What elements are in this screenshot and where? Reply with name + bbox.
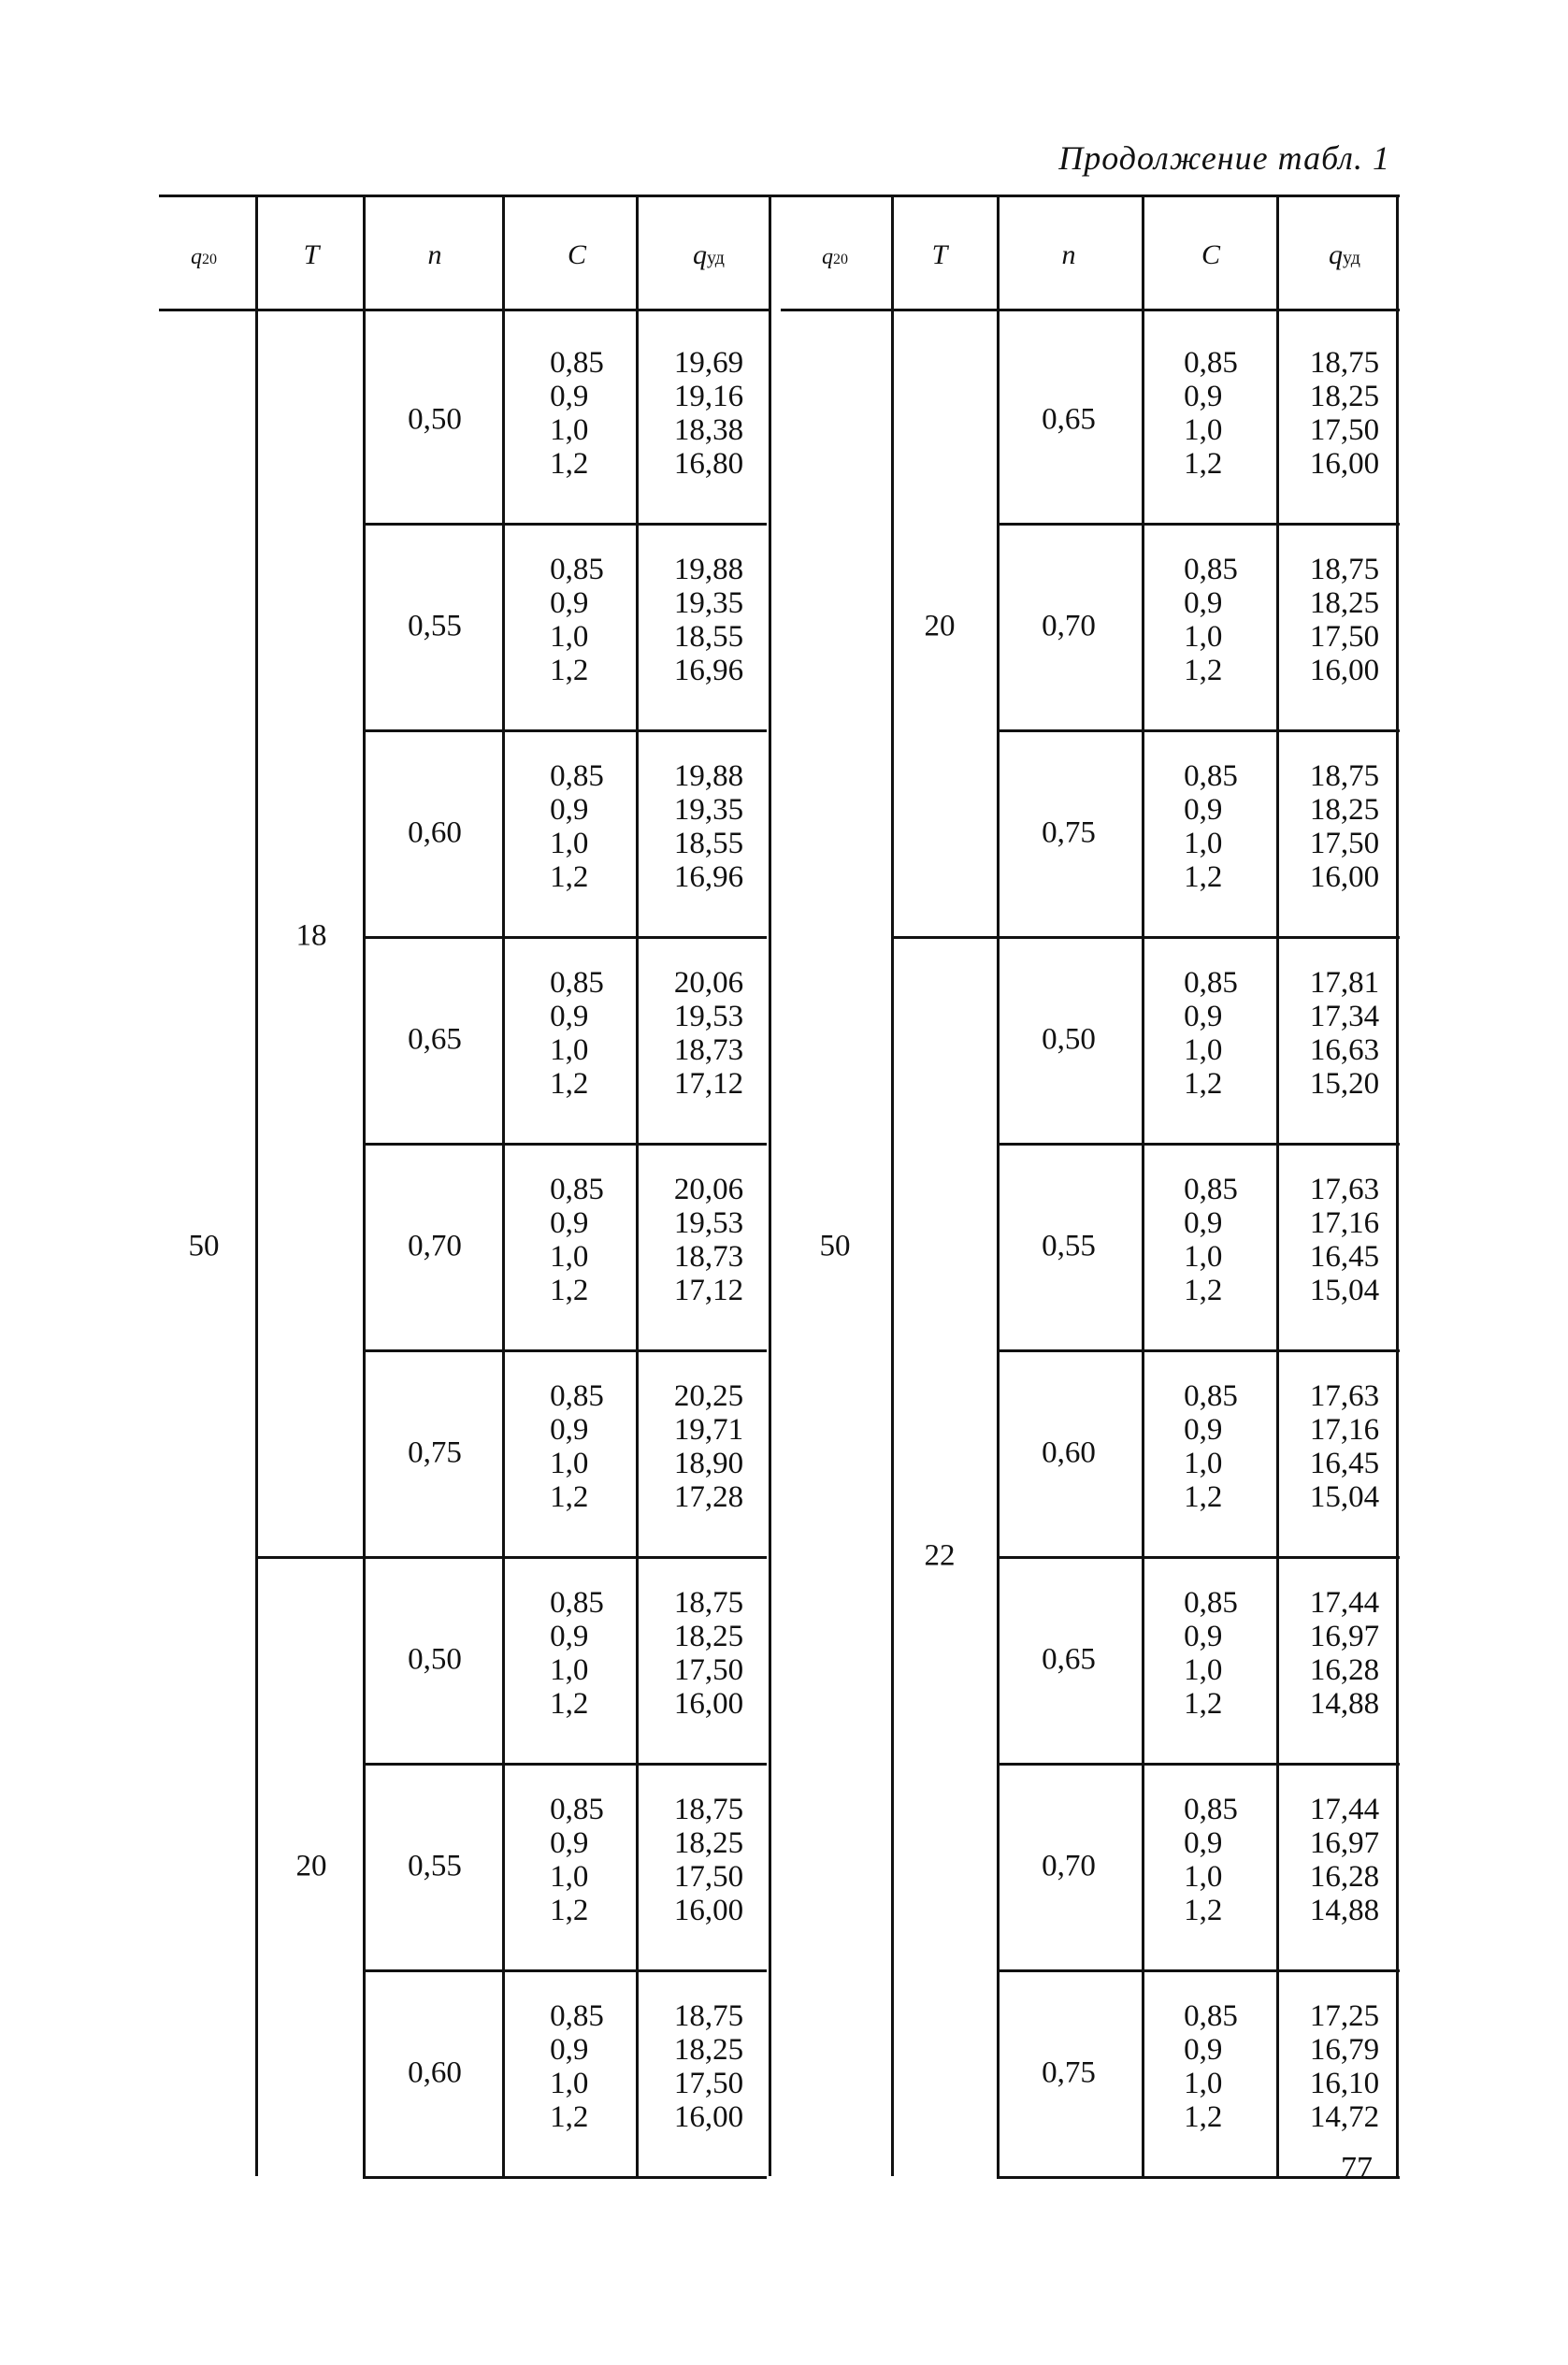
left-q-values-value: 18,73 xyxy=(673,1240,744,1274)
right-q-values xyxy=(1310,1793,1379,1927)
right-c-values-value: 0,9 xyxy=(1184,1413,1223,1447)
right-header-bottom-rule xyxy=(781,309,1400,311)
left-c-values-value: 1,0 xyxy=(550,1033,589,1067)
right-c-values-value: 0,9 xyxy=(1184,2033,1223,2067)
left-column-rule-3 xyxy=(636,195,639,2176)
right-q-values-value: 17,16 xyxy=(1309,1413,1380,1447)
right-n-value: 0,75 xyxy=(1042,2055,1096,2089)
right-c-values-value: 0,85 xyxy=(1184,1379,1238,1413)
left-n-value: 0,75 xyxy=(408,1435,462,1469)
left-q-values-value: 19,69 xyxy=(673,346,744,380)
right-c-values-value: 0,9 xyxy=(1184,586,1223,620)
right-q-values-value: 18,25 xyxy=(1309,380,1380,413)
right-q-values-value: 17,50 xyxy=(1309,413,1380,447)
right-header-c xyxy=(1201,239,1220,271)
left-n-value: 0,60 xyxy=(408,2055,462,2089)
right-q-values-value: 16,28 xyxy=(1309,1653,1380,1687)
left-q-values-value: 17,50 xyxy=(673,1860,744,1894)
right-header-t-main: T xyxy=(931,239,948,270)
left-header-n-main: n xyxy=(427,239,442,270)
left-c-values xyxy=(550,1999,604,2134)
right-q-values-value: 18,75 xyxy=(1309,553,1380,586)
left-q-values-value: 18,25 xyxy=(673,2033,744,2067)
left-c-values-value: 0,9 xyxy=(550,1620,589,1653)
left-c-values-value: 1,2 xyxy=(550,654,589,687)
right-c-values-value: 0,85 xyxy=(1184,553,1238,586)
left-q-values-value: 19,16 xyxy=(673,380,744,413)
right-q-values-value: 17,44 xyxy=(1309,1586,1380,1620)
left-header-n xyxy=(428,239,442,271)
right-header-q xyxy=(1329,239,1360,271)
right-c-values xyxy=(1184,759,1238,894)
left-q-values xyxy=(674,1586,743,1721)
left-q-values-value: 16,96 xyxy=(673,654,744,687)
right-c-values-value: 0,85 xyxy=(1184,346,1238,380)
left-column-rule-1 xyxy=(363,195,366,2176)
right-c-values-value: 1,0 xyxy=(1184,413,1223,447)
page-number: 77 xyxy=(1341,2151,1373,2185)
left-n-value: 0,50 xyxy=(408,402,462,436)
right-row-separator xyxy=(997,2176,1400,2179)
right-q-values-value: 16,00 xyxy=(1309,447,1380,481)
left-q-values-value: 18,75 xyxy=(673,1586,744,1620)
right-c-values-value: 1,0 xyxy=(1184,1033,1223,1067)
left-q-values-value: 17,28 xyxy=(673,1480,744,1514)
right-c-values-value: 1,0 xyxy=(1184,2067,1223,2100)
left-c-values-value: 0,85 xyxy=(550,759,604,793)
left-n-value: 0,70 xyxy=(408,1229,462,1262)
left-c-values-value: 0,9 xyxy=(550,1413,589,1447)
left-row-separator xyxy=(363,1143,767,1146)
right-q-values-value: 18,25 xyxy=(1309,793,1380,827)
right-c-values-value: 0,85 xyxy=(1184,966,1238,1000)
right-q-values-value: 15,04 xyxy=(1309,1480,1380,1514)
left-q-values-value: 18,55 xyxy=(673,827,744,860)
right-header-n-main: n xyxy=(1061,239,1076,270)
left-c-values-value: 1,0 xyxy=(550,827,589,860)
left-group-separator xyxy=(255,1556,767,1559)
left-q-values-value: 20,25 xyxy=(673,1379,744,1413)
left-q-values-value: 18,73 xyxy=(673,1033,744,1067)
left-column-rule-0 xyxy=(255,195,258,2176)
left-q-values-value: 17,50 xyxy=(673,2067,744,2100)
right-n-value: 0,60 xyxy=(1042,1435,1096,1469)
right-header-c-main: C xyxy=(1201,239,1221,270)
left-c-values-value: 0,9 xyxy=(550,586,589,620)
right-row-separator xyxy=(997,1349,1400,1352)
left-n-value: 0,65 xyxy=(408,1022,462,1056)
left-q-values-value: 16,96 xyxy=(673,860,744,894)
right-c-values-value: 1,2 xyxy=(1184,860,1223,894)
left-n-value: 0,55 xyxy=(408,1849,462,1882)
left-q-values-value: 18,25 xyxy=(673,1826,744,1860)
right-c-values-value: 0,85 xyxy=(1184,1586,1238,1620)
left-c-values-value: 0,85 xyxy=(550,346,604,380)
right-column-rule-0 xyxy=(891,195,894,2176)
right-n-value: 0,50 xyxy=(1042,1022,1096,1056)
right-c-values-value: 1,0 xyxy=(1184,1240,1223,1274)
right-q-values-value: 14,88 xyxy=(1309,1894,1380,1927)
right-q-values-value: 16,00 xyxy=(1309,654,1380,687)
left-q-values-value: 19,53 xyxy=(673,1206,744,1240)
left-c-values xyxy=(550,966,604,1101)
left-c-values-value: 1,2 xyxy=(550,1894,589,1927)
header-top-rule xyxy=(159,195,1400,197)
left-c-values-value: 0,9 xyxy=(550,380,589,413)
right-header-n xyxy=(1062,239,1076,271)
left-column-rule-4 xyxy=(769,195,771,2176)
left-header-t xyxy=(304,239,320,271)
left-c-values-value: 0,85 xyxy=(550,966,604,1000)
right-q-values xyxy=(1310,1173,1379,1307)
left-row-separator xyxy=(363,936,767,939)
left-c-values-value: 1,0 xyxy=(550,1860,589,1894)
left-n-value: 0,50 xyxy=(408,1642,462,1676)
right-c-values xyxy=(1184,1586,1238,1721)
right-q-values xyxy=(1310,1586,1379,1721)
right-q-values-value: 15,04 xyxy=(1309,1274,1380,1307)
left-c-values xyxy=(550,1173,604,1307)
left-q-values-value: 19,53 xyxy=(673,1000,744,1033)
right-c-values-value: 0,85 xyxy=(1184,1173,1238,1206)
left-q-values-value: 20,06 xyxy=(673,1173,744,1206)
left-c-values-value: 0,85 xyxy=(550,1586,604,1620)
left-q-values-value: 16,80 xyxy=(673,447,744,481)
right-q-values-value: 16,45 xyxy=(1309,1240,1380,1274)
left-c-values-value: 0,9 xyxy=(550,1206,589,1240)
right-row-separator xyxy=(997,1763,1400,1766)
left-q-values xyxy=(674,553,743,687)
left-q-values-value: 18,38 xyxy=(673,413,744,447)
right-header-t xyxy=(932,239,948,271)
left-q-values xyxy=(674,966,743,1101)
right-q-values-value: 17,63 xyxy=(1309,1173,1380,1206)
left-q-values-value: 17,12 xyxy=(673,1067,744,1101)
right-q-values-value: 17,44 xyxy=(1309,1793,1380,1826)
right-c-values-value: 0,85 xyxy=(1184,1793,1238,1826)
left-q-values-value: 18,55 xyxy=(673,620,744,654)
left-c-values xyxy=(550,1379,604,1514)
left-c-values-value: 1,0 xyxy=(550,1447,589,1480)
right-header-q20-main: q xyxy=(822,245,833,269)
right-c-values xyxy=(1184,1793,1238,1927)
left-row-separator xyxy=(363,1763,767,1766)
right-column-rule-4 xyxy=(1396,195,1399,2176)
right-c-values xyxy=(1184,966,1238,1101)
right-c-values-value: 1,2 xyxy=(1184,1274,1223,1307)
left-c-values-value: 0,9 xyxy=(550,1826,589,1860)
left-header-q20-main: q xyxy=(191,245,202,269)
left-header-t-main: T xyxy=(303,239,320,270)
right-n-value: 0,65 xyxy=(1042,1642,1096,1676)
right-q-values-value: 17,16 xyxy=(1309,1206,1380,1240)
left-q-values-value: 17,12 xyxy=(673,1274,744,1307)
right-q-values-value: 17,63 xyxy=(1309,1379,1380,1413)
right-c-values-value: 1,0 xyxy=(1184,1447,1223,1480)
right-c-values xyxy=(1184,1999,1238,2134)
right-q-values xyxy=(1310,1379,1379,1514)
left-c-values xyxy=(550,346,604,481)
right-c-values-value: 0,85 xyxy=(1184,759,1238,793)
right-c-values-value: 1,0 xyxy=(1184,620,1223,654)
right-row-separator xyxy=(997,1143,1400,1146)
right-row-separator xyxy=(997,729,1400,732)
right-t-value: 20 xyxy=(924,609,956,642)
left-row-separator xyxy=(363,729,767,732)
left-row-separator xyxy=(363,2176,767,2179)
left-c-values xyxy=(550,1793,604,1927)
left-c-values-value: 1,2 xyxy=(550,1274,589,1307)
left-header-bottom-rule xyxy=(159,309,771,311)
table-caption: Продолжение табл. 1 xyxy=(1058,139,1390,177)
right-q-values-value: 18,75 xyxy=(1309,759,1380,793)
left-row-separator xyxy=(363,1349,767,1352)
right-q-values-value: 15,20 xyxy=(1309,1067,1380,1101)
right-c-values-value: 1,0 xyxy=(1184,1653,1223,1687)
right-q-values-value: 16,97 xyxy=(1309,1620,1380,1653)
left-n-value: 0,55 xyxy=(408,609,462,642)
right-c-values-value: 1,2 xyxy=(1184,1687,1223,1721)
right-q-values xyxy=(1310,346,1379,481)
left-c-values-value: 1,2 xyxy=(550,447,589,481)
right-n-value: 0,65 xyxy=(1042,402,1096,436)
right-q-values-value: 14,88 xyxy=(1309,1687,1380,1721)
left-c-values-value: 1,2 xyxy=(550,1067,589,1101)
left-q-values xyxy=(674,1999,743,2134)
left-column-rule-2 xyxy=(502,195,505,2176)
left-c-values-value: 0,85 xyxy=(550,1173,604,1206)
right-q-values-value: 17,50 xyxy=(1309,827,1380,860)
right-row-separator xyxy=(997,1556,1400,1559)
left-c-values xyxy=(550,759,604,894)
right-q-values xyxy=(1310,1999,1379,2134)
right-q-values-value: 16,45 xyxy=(1309,1447,1380,1480)
right-header-q-main: q xyxy=(1329,239,1344,270)
right-c-values xyxy=(1184,346,1238,481)
left-header-c-main: C xyxy=(567,239,587,270)
right-q-values-value: 16,10 xyxy=(1309,2067,1380,2100)
right-header-q20 xyxy=(822,245,848,270)
right-q-values-value: 18,25 xyxy=(1309,586,1380,620)
left-c-values-value: 1,0 xyxy=(550,620,589,654)
left-c-values-value: 1,0 xyxy=(550,1240,589,1274)
right-t-value: 22 xyxy=(924,1538,956,1573)
right-row-separator xyxy=(997,1969,1400,1972)
right-q-values-value: 17,81 xyxy=(1309,966,1380,1000)
right-c-values-value: 0,9 xyxy=(1184,1206,1223,1240)
right-q-values-value: 16,00 xyxy=(1309,860,1380,894)
right-q-values xyxy=(1310,759,1379,894)
right-c-values xyxy=(1184,553,1238,687)
left-t-value: 20 xyxy=(295,1849,327,1882)
left-q-values xyxy=(674,1379,743,1514)
left-c-values-value: 1,0 xyxy=(550,1653,589,1687)
left-c-values-value: 0,9 xyxy=(550,1000,589,1033)
left-row-separator xyxy=(363,1969,767,1972)
right-column-rule-3 xyxy=(1276,195,1279,2176)
left-c-values-value: 0,85 xyxy=(550,553,604,586)
right-c-values-value: 0,9 xyxy=(1184,1000,1223,1033)
right-q-values-value: 14,72 xyxy=(1309,2100,1380,2134)
right-q-values-value: 16,79 xyxy=(1309,2033,1380,2067)
left-header-c xyxy=(568,239,586,271)
left-c-values-value: 0,85 xyxy=(550,1793,604,1826)
right-header-q20-subscript: 20 xyxy=(833,252,848,267)
left-q-values-value: 19,88 xyxy=(673,759,744,793)
left-c-values-value: 0,9 xyxy=(550,2033,589,2067)
left-header-q-subscript: уд xyxy=(707,248,725,268)
left-q-values-value: 17,50 xyxy=(673,1653,744,1687)
left-header-q xyxy=(693,239,725,271)
right-c-values-value: 1,2 xyxy=(1184,1067,1223,1101)
right-header-q-subscript: уд xyxy=(1343,248,1360,268)
right-q-values xyxy=(1310,966,1379,1101)
left-c-values-value: 1,0 xyxy=(550,2067,589,2100)
left-header-q-main: q xyxy=(693,239,708,270)
left-c-values xyxy=(550,553,604,687)
left-row-separator xyxy=(363,523,767,526)
right-c-values-value: 1,0 xyxy=(1184,827,1223,860)
left-header-q20 xyxy=(191,245,217,270)
right-q-values-value: 17,25 xyxy=(1309,1999,1380,2033)
left-c-values-value: 1,2 xyxy=(550,1687,589,1721)
right-c-values-value: 0,9 xyxy=(1184,793,1223,827)
right-q-values-value: 17,50 xyxy=(1309,620,1380,654)
left-q-values-value: 20,06 xyxy=(673,966,744,1000)
left-c-values-value: 1,2 xyxy=(550,1480,589,1514)
left-c-values xyxy=(550,1586,604,1721)
right-n-value: 0,55 xyxy=(1042,1229,1096,1262)
left-q-values-value: 18,75 xyxy=(673,1999,744,2033)
right-column-rule-2 xyxy=(1142,195,1144,2176)
left-q-values xyxy=(674,1793,743,1927)
right-q-values-value: 18,75 xyxy=(1309,346,1380,380)
left-q-values-value: 16,00 xyxy=(673,1687,744,1721)
left-q-values-value: 18,90 xyxy=(673,1447,744,1480)
left-q-values-value: 19,35 xyxy=(673,586,744,620)
left-c-values-value: 1,0 xyxy=(550,413,589,447)
left-q-values xyxy=(674,759,743,894)
right-c-values-value: 1,0 xyxy=(1184,1860,1223,1894)
left-t-value: 18 xyxy=(295,918,327,953)
right-q-values xyxy=(1310,553,1379,687)
right-c-values-value: 1,2 xyxy=(1184,2100,1223,2134)
right-c-values-value: 0,9 xyxy=(1184,380,1223,413)
right-q-values-value: 16,28 xyxy=(1309,1860,1380,1894)
left-c-values-value: 0,85 xyxy=(550,1999,604,2033)
right-c-values-value: 1,2 xyxy=(1184,447,1223,481)
left-q-values-value: 16,00 xyxy=(673,2100,744,2134)
right-n-value: 0,70 xyxy=(1042,1849,1096,1882)
left-q-values-value: 19,71 xyxy=(673,1413,744,1447)
left-c-values-value: 0,9 xyxy=(550,793,589,827)
right-q-values-value: 16,97 xyxy=(1309,1826,1380,1860)
right-c-values-value: 1,2 xyxy=(1184,1480,1223,1514)
left-c-values-value: 1,2 xyxy=(550,2100,589,2134)
right-n-value: 0,70 xyxy=(1042,609,1096,642)
left-q-values-value: 19,88 xyxy=(673,553,744,586)
right-group-separator xyxy=(891,936,1400,939)
right-q-values-value: 16,63 xyxy=(1309,1033,1380,1067)
left-c-values-value: 0,85 xyxy=(550,1379,604,1413)
right-c-values-value: 0,9 xyxy=(1184,1620,1223,1653)
right-row-separator xyxy=(997,523,1400,526)
right-c-values-value: 0,9 xyxy=(1184,1826,1223,1860)
right-n-value: 0,75 xyxy=(1042,815,1096,849)
right-c-values xyxy=(1184,1379,1238,1514)
left-q-values-value: 19,35 xyxy=(673,793,744,827)
left-q20-value: 50 xyxy=(188,1229,220,1262)
right-column-rule-1 xyxy=(997,195,1000,2176)
left-c-values-value: 1,2 xyxy=(550,860,589,894)
left-q-values-value: 18,75 xyxy=(673,1793,744,1826)
left-header-q20-subscript: 20 xyxy=(202,252,217,267)
right-q-values-value: 17,34 xyxy=(1309,1000,1380,1033)
left-q-values xyxy=(674,1173,743,1307)
right-c-values-value: 0,85 xyxy=(1184,1999,1238,2033)
right-c-values-value: 1,2 xyxy=(1184,654,1223,687)
right-c-values-value: 1,2 xyxy=(1184,1894,1223,1927)
right-q20-value: 50 xyxy=(819,1229,851,1262)
left-q-values-value: 16,00 xyxy=(673,1894,744,1927)
left-q-values-value: 18,25 xyxy=(673,1620,744,1653)
left-q-values xyxy=(674,346,743,481)
left-n-value: 0,60 xyxy=(408,815,462,849)
right-c-values xyxy=(1184,1173,1238,1307)
